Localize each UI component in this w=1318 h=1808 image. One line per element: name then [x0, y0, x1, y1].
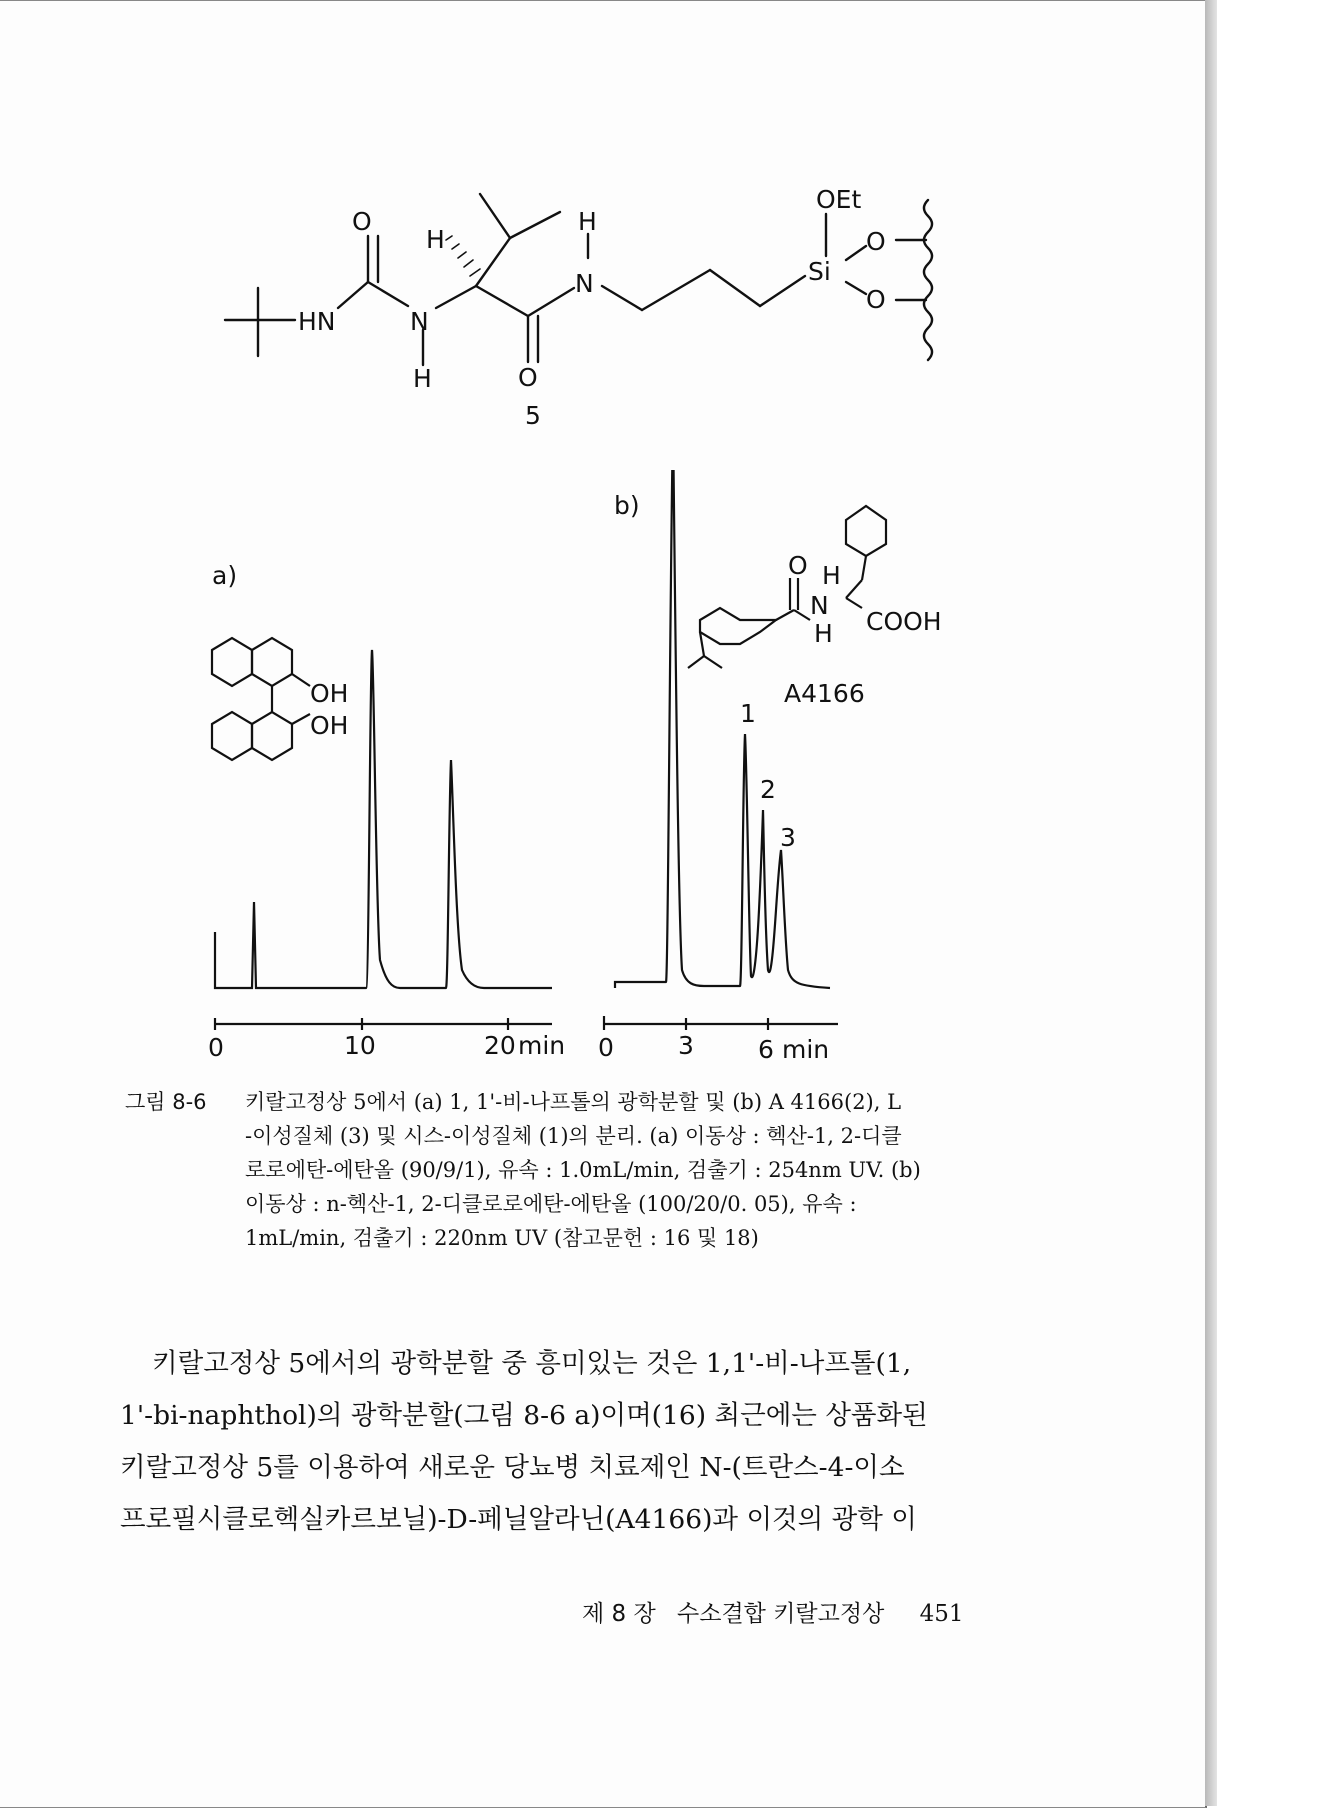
- caption-line-5: 1mL/min, 검출기 : 220nm UV (참고문헌 : 16 및 18): [245, 1226, 759, 1250]
- cooh-label: COOH: [866, 607, 942, 636]
- peak-label-3: 3: [780, 823, 796, 852]
- axis-b-tick-6: 6: [758, 1035, 774, 1064]
- compound-number: 5: [525, 401, 541, 430]
- a4166-name: A4166: [784, 679, 865, 708]
- page-number: 451: [919, 1601, 964, 1627]
- chromatogram-trace-a: [215, 650, 552, 988]
- chapter-title: 수소결합 키랄고정상: [677, 1601, 885, 1627]
- carbonyl-o-bottom: O: [518, 363, 538, 392]
- urea-n-label: N: [410, 307, 429, 336]
- axis-a-unit: min: [518, 1031, 566, 1060]
- x-axis-b: [604, 1016, 838, 1030]
- oh-label-2: OH: [310, 711, 349, 740]
- axis-b-unit: min: [782, 1035, 830, 1064]
- body-line-4: 프로필시클로헥실카르보닐)-D-페닐알라닌(A4166)과 이것의 광학 이: [120, 1504, 917, 1535]
- a4166-h-label-2: H: [814, 619, 833, 648]
- x-axis-a: [215, 1018, 552, 1030]
- body-line-3: 키랄고정상 5를 이용하여 새로운 당뇨병 치료제인 N-(트란스-4-이소: [120, 1452, 905, 1483]
- ring-o-label-1: O: [866, 227, 886, 256]
- figure-number: 그림 8-6: [125, 1090, 207, 1114]
- ring-o-label-2: O: [866, 285, 886, 314]
- caption-line-2: -이성질체 (3) 및 시스-이성질체 (1)의 분리. (a) 이동상 : 헥산-1, 2-디클: [245, 1124, 902, 1148]
- chromatogram-trace-b: [615, 470, 830, 988]
- carbonyl-o-top: O: [352, 207, 372, 236]
- body-line-2: 1'-bi-naphthol)의 광학분할(그림 8-6 a)이며(16) 최근에는 상품화된: [120, 1400, 928, 1431]
- chapter-label: 제 8 장: [582, 1601, 656, 1627]
- amide-n-label: N: [575, 269, 594, 298]
- axis-a-tick-0: 0: [208, 1033, 224, 1062]
- axis-a-tick-20: 20: [484, 1031, 516, 1060]
- binaphthol-structure: [212, 638, 310, 760]
- a4166-structure: [688, 506, 886, 668]
- running-footer: [582, 1595, 964, 1628]
- panel-a-label: a): [212, 561, 238, 590]
- caption-line-3: 로로에탄-에탄올 (90/9/1), 유속 : 1.0mL/min, 검출기 : 254nm UV. (b): [245, 1158, 921, 1182]
- caption-line-1: 키랄고정상 5에서 (a) 1, 1'-비-나프톨의 광학분할 및 (b) A 4166(2), L: [245, 1090, 902, 1114]
- axis-b-tick-3: 3: [678, 1031, 694, 1060]
- caption-line-4: 이동상 : n-헥산-1, 2-디클로로에탄-에탄올 (100/20/0. 05), 유속 :: [245, 1192, 857, 1216]
- a4166-n-label: N: [810, 591, 829, 620]
- urea-h-bottom-label: H: [413, 364, 432, 393]
- chromatogram-figure: [0, 470, 1318, 1070]
- axis-b-tick-0: 0: [598, 1033, 614, 1062]
- oet-label: OEt: [816, 185, 862, 214]
- amide-h-label-top: H: [578, 207, 597, 236]
- panel-b-label: b): [614, 491, 640, 520]
- oh-label-1: OH: [310, 679, 349, 708]
- si-label: Si: [808, 257, 831, 286]
- a4166-h-label-1: H: [822, 561, 841, 590]
- axis-a-tick-10: 10: [344, 1031, 376, 1060]
- body-line-1: 키랄고정상 5에서의 광학분할 중 흥미있는 것은 1,1'-비-나프톨(1,: [152, 1348, 912, 1379]
- hn-label: HN: [298, 307, 336, 336]
- peak-label-1: 1: [740, 699, 756, 728]
- peak-label-2: 2: [760, 775, 776, 804]
- a4166-o-label: O: [788, 551, 808, 580]
- alpha-h-label: H: [426, 225, 445, 254]
